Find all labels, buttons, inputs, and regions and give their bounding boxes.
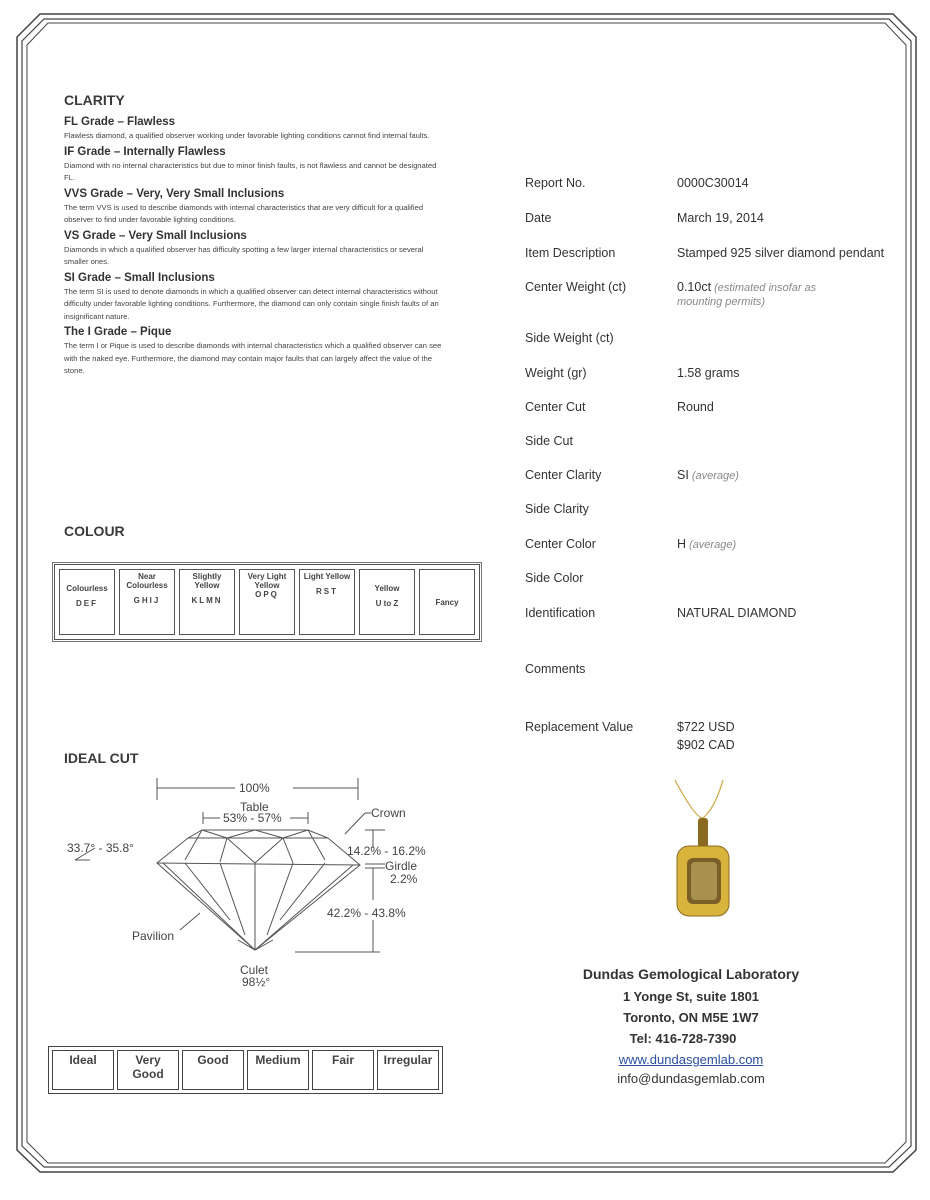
report-label: Side Clarity: [525, 502, 589, 516]
grade-heading: FL Grade – Flawless: [64, 116, 176, 128]
lab-website-link[interactable]: [568, 1052, 814, 1067]
cut-grade-cell: Irregular: [377, 1050, 439, 1090]
report-label: Center Clarity: [525, 468, 602, 482]
colour-name: Near Colourless: [126, 572, 168, 590]
clarity-grade: [64, 326, 444, 378]
colour-grades: GHIJ: [133, 596, 161, 605]
value-text: SI: [677, 468, 689, 482]
grade-description: The term SI is used to denote diamonds in which a qualified observer can detect internal characteristics without difficulty under favorable lighting conditions. Furthermore, the diamond can only contain single finish faults of an insignificant nature.: [64, 286, 439, 321]
colour-grades: DEF: [76, 599, 98, 608]
clarity-title: CLARITY: [64, 92, 125, 108]
cut-grade-cell: Fair: [312, 1050, 374, 1090]
cut-grade-cell: Good: [182, 1050, 244, 1090]
grade-heading: VVS Grade – Very, Very Small Inclusions: [64, 187, 285, 200]
crown-height: 14.2% - 16.2%: [347, 844, 426, 858]
width-label: 100%: [239, 781, 270, 795]
report-label: Identification: [525, 606, 596, 620]
grade-description: The term VVS is used to describe diamonds with internal characteristics that are very difficult for a qualified observer to find under favorable lighting conditions.: [64, 202, 424, 224]
girdle-label: Girdle: [385, 859, 418, 873]
colour-cell: [119, 569, 175, 635]
clarity-grade: [64, 188, 444, 227]
report-label: Weight (gr): [525, 366, 587, 380]
colour-cell: [299, 569, 355, 635]
report-value: [677, 537, 736, 551]
colour-name: Colourless: [66, 584, 108, 593]
report-label: Comments: [525, 662, 586, 676]
grade-heading: IF Grade – Internally Flawless: [64, 145, 226, 158]
value-text: NATURAL DIAMOND: [677, 606, 797, 620]
colour-grades: KLMN: [191, 596, 223, 605]
colour-name: Very Light Yellow: [247, 572, 287, 590]
value-text: $722 USD: [677, 720, 735, 734]
cut-grade-cell: Ideal: [52, 1050, 114, 1090]
report-value: [677, 176, 749, 190]
grade-heading: SI Grade – Small Inclusions: [64, 271, 215, 284]
colour-grades: U to Z: [375, 599, 399, 608]
report-label: Report No.: [525, 176, 586, 190]
cut-grade-cell: Very Good: [117, 1050, 179, 1090]
table-range: 53% - 57%: [223, 811, 282, 825]
lab-email: info@dundasgemlab.com: [617, 1071, 765, 1086]
clarity-grade: [64, 272, 444, 324]
lab-phone: Tel: 416-728-7390: [629, 1031, 737, 1046]
colour-title: COLOUR: [64, 523, 125, 539]
colour-name: Yellow: [374, 584, 400, 593]
report-value: [677, 211, 764, 225]
colour-cell: [59, 569, 115, 635]
report-label: Replacement Value: [525, 720, 634, 734]
colour-cell: [179, 569, 235, 635]
report-label: Item Description: [525, 246, 616, 260]
value-text: 1.58 grams: [677, 366, 740, 380]
grade-heading: The I Grade – Pique: [64, 326, 172, 338]
lab-name: Dundas Gemological Laboratory: [582, 966, 800, 982]
value-note: $902 CAD: [677, 738, 735, 752]
grade-description: Diamonds in which a qualified observer has difficulty spotting a few larger internal characteristics or several smaller ones.: [64, 244, 424, 266]
pendant-photo: [665, 778, 745, 928]
culet-label: Culet: [240, 963, 269, 977]
value-note: (average): [691, 470, 739, 482]
grade-description: The term I or Pique is used to describe diamonds with internal characteristics which a qualified observer can see with the naked eye. Furthermore, the diamond may contain major faults that can largely affect the value of the stone.: [64, 341, 442, 375]
clarity-grade: [64, 116, 444, 143]
girdle-value: 2.2%: [390, 872, 418, 886]
grade-description: Diamond with no internal characteristics but due to minor finish faults, is not flawless and cannot be designated FL.: [64, 160, 437, 182]
report-value: [677, 400, 714, 414]
report-label: Side Cut: [525, 434, 573, 448]
colour-cell: [359, 569, 415, 635]
report-label: Date: [525, 211, 552, 225]
lab-address-1: 1 Yonge St, suite 1801: [622, 989, 760, 1004]
report-value: [677, 720, 735, 752]
value-note: (estimated insofar as mounting permits): [677, 282, 817, 308]
cut-grade-cell: Medium: [247, 1050, 309, 1090]
website-link-text[interactable]: www.dundasgemlab.com: [618, 1052, 764, 1067]
grade-description: Flawless diamond, a qualified observer working under favorable lighting conditions cannot find internal faults.: [64, 131, 430, 140]
colour-name: Light Yellow: [303, 572, 351, 581]
report-label: Side Weight (ct): [525, 331, 614, 345]
crown-angle: 33.7° - 35.8°: [67, 841, 134, 855]
cut-grade-table: [48, 1046, 443, 1094]
value-text: H: [677, 537, 687, 551]
clarity-grade: [64, 230, 444, 269]
colour-grades: OPQ: [255, 590, 279, 599]
ideal-cut-title: IDEAL CUT: [64, 750, 139, 766]
crown-label: Crown: [371, 806, 406, 820]
colour-name: Slightly Yellow: [192, 572, 222, 590]
colour-cell: [419, 569, 475, 635]
value-note: (average): [689, 539, 737, 551]
value-text: 0.10ct: [677, 280, 712, 294]
report-value: [677, 246, 884, 260]
report-value: [677, 606, 796, 620]
diamond-proportions-diagram: [55, 770, 455, 1010]
value-text: March 19, 2014: [677, 211, 764, 225]
value-text: Stamped 925 silver diamond pendant: [677, 246, 885, 260]
pavilion-label: Pavilion: [132, 929, 175, 943]
value-text: Round: [677, 400, 714, 414]
clarity-grade: [64, 146, 444, 185]
clarity-grades: [64, 113, 444, 378]
report-label: Center Cut: [525, 400, 586, 414]
colour-grades: RST: [316, 587, 338, 596]
value-text: 0000C30014: [677, 176, 749, 190]
table-label: Table: [240, 800, 269, 814]
grade-heading: VS Grade – Very Small Inclusions: [64, 229, 247, 242]
culet-value: 98½°: [242, 975, 271, 989]
report-label: Center Weight (ct): [525, 280, 627, 294]
colour-name: Fancy: [435, 597, 459, 607]
lab-address-2: Toronto, ON M5E 1W7: [623, 1010, 759, 1025]
report-value: [677, 468, 739, 482]
report-label: Side Color: [525, 571, 584, 585]
report-value: [677, 366, 740, 380]
report-label: Center Color: [525, 537, 596, 551]
colour-cell: [239, 569, 295, 635]
report-value: [677, 280, 837, 308]
pavilion-depth: 42.2% - 43.8%: [327, 906, 406, 920]
colour-scale-table: [54, 564, 480, 640]
